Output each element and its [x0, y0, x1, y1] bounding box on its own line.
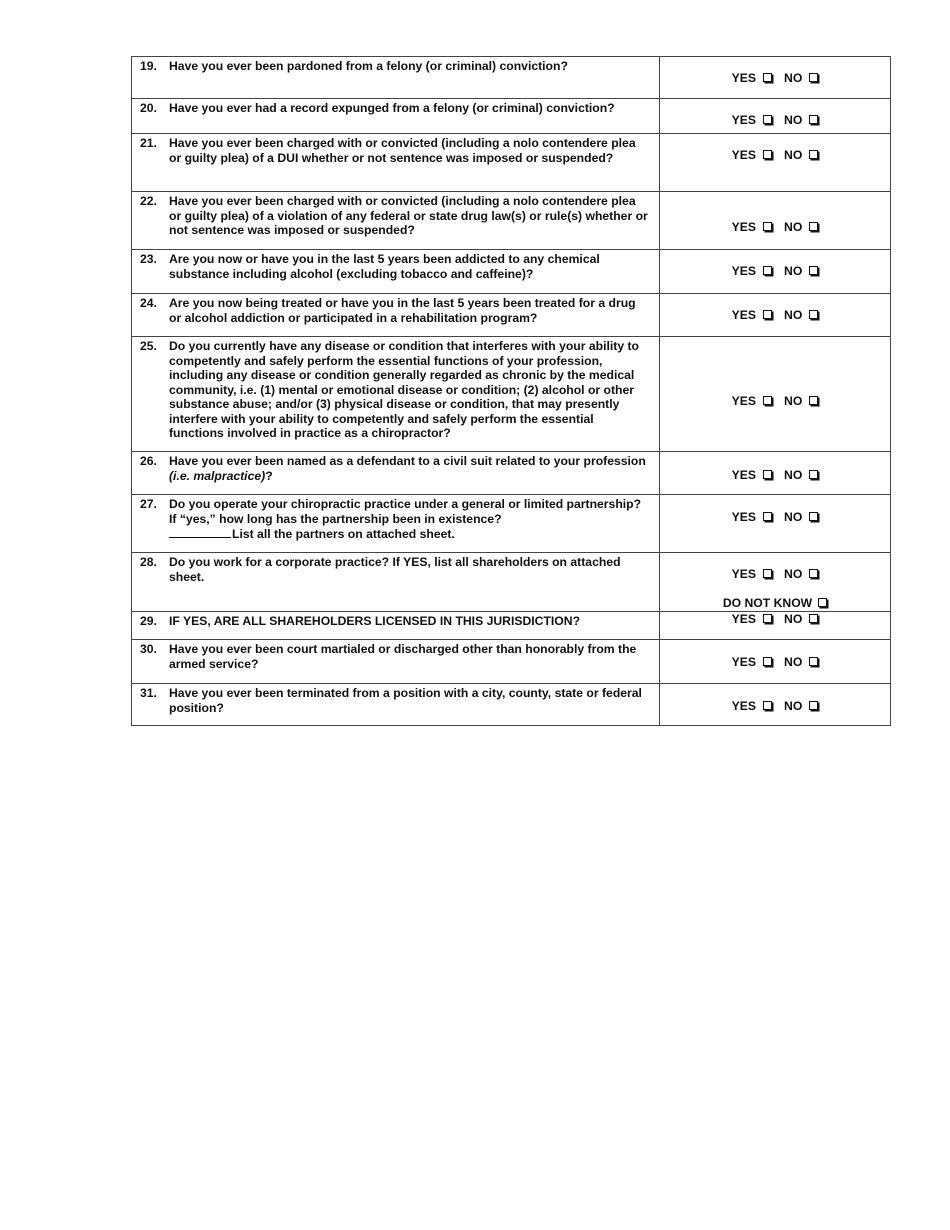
- question-row: [132, 294, 891, 337]
- question-text: Have you ever been charged with or convicted (including a nolo contendere plea or guilty plea) of a DUI whether or not sentence was imposed or suspended?: [169, 136, 636, 165]
- no-checkbox[interactable]: [809, 614, 818, 623]
- question-text: Have you ever been charged with or convicted (including a nolo contendere plea or guilty plea) of a violation of any federal or state drug law(s) or rule(s) whether or not sentence was imposed or suspended?: [169, 194, 648, 237]
- question-number: 26.: [140, 454, 157, 468]
- no-checkbox[interactable]: [809, 222, 818, 231]
- question-text: Do you currently have any disease or condition that interferes with your ability to competently and safely perform the essential functions of your profession, including any disease or condition generally regarded as chronic by the medical community, i.e. (1) mental or emotional disease or condition; (2) alcohol or other substance abuse; and/or (3) physical disease or condition, that may presently interfere with your ability to competently and safely perform the essential functions involved in practice as a chiropractor?: [169, 339, 639, 440]
- question-row: [132, 57, 891, 99]
- yes-checkbox[interactable]: [763, 115, 772, 124]
- question-row: [132, 99, 891, 134]
- yes-label: YES: [731, 113, 757, 127]
- no-checkbox[interactable]: [809, 701, 818, 710]
- answer-cell: [660, 134, 891, 192]
- no-label: NO: [784, 567, 803, 581]
- no-checkbox[interactable]: [809, 512, 818, 521]
- answer-cell: [660, 57, 891, 99]
- yes-label: YES: [731, 655, 757, 669]
- question-text: Have you ever been pardoned from a felony (or criminal) conviction?: [169, 59, 568, 73]
- no-checkbox[interactable]: [809, 657, 818, 666]
- no-label: NO: [784, 148, 803, 162]
- question-text-continued: List all the partners on attached sheet.: [232, 527, 455, 541]
- yes-label: YES: [731, 264, 757, 278]
- question-row: [132, 684, 891, 726]
- question-number: 23.: [140, 252, 157, 266]
- question-number: 22.: [140, 194, 157, 208]
- no-checkbox[interactable]: [809, 569, 818, 578]
- question-number: 19.: [140, 59, 157, 73]
- yes-checkbox[interactable]: [763, 266, 772, 275]
- no-checkbox[interactable]: [809, 266, 818, 275]
- do-not-know-label: DO NOT KNOW: [722, 596, 813, 610]
- question-row: [132, 134, 891, 192]
- yes-label: YES: [731, 567, 757, 581]
- answer-cell: [660, 495, 891, 553]
- no-label: NO: [784, 71, 803, 85]
- question-row: [132, 612, 891, 640]
- yes-label: YES: [731, 510, 757, 524]
- answer-cell: [660, 294, 891, 337]
- question-row: [132, 250, 891, 294]
- answer-cell: [660, 99, 891, 134]
- answer-cell: [660, 612, 891, 640]
- question-row: [132, 553, 891, 612]
- no-label: NO: [784, 220, 803, 234]
- yes-label: YES: [731, 394, 757, 408]
- yes-checkbox[interactable]: [763, 701, 772, 710]
- no-label: NO: [784, 308, 803, 322]
- question-text: Have you ever been court martialed or discharged other than honorably from the armed service?: [169, 642, 637, 671]
- answer-cell: [660, 684, 891, 726]
- yes-checkbox[interactable]: [763, 150, 772, 159]
- no-checkbox[interactable]: [809, 73, 818, 82]
- question-number: 21.: [140, 136, 157, 150]
- question-row: [132, 640, 891, 684]
- question-text: Do you operate your chiropractic practice under a general or limited partnership? If “yes,” how long has the partnership been in existence?: [169, 497, 642, 526]
- yes-label: YES: [731, 220, 757, 234]
- question-text: Have you ever had a record expunged from a felony (or criminal) conviction?: [169, 101, 615, 115]
- yes-checkbox[interactable]: [763, 512, 772, 521]
- no-checkbox[interactable]: [809, 396, 818, 405]
- no-label: NO: [784, 468, 803, 482]
- yes-label: YES: [731, 699, 757, 713]
- no-label: NO: [784, 612, 803, 626]
- no-checkbox[interactable]: [809, 115, 818, 124]
- yes-checkbox[interactable]: [763, 657, 772, 666]
- questionnaire-table: [131, 56, 891, 726]
- partnership-years-blank[interactable]: [169, 526, 231, 538]
- question-number: 30.: [140, 642, 157, 656]
- question-text: Are you now or have you in the last 5 years been addicted to any chemical substance including alcohol (excluding tobacco and caffeine)?: [169, 252, 600, 281]
- question-text: IF YES, ARE ALL SHAREHOLDERS LICENSED IN THIS JURISDICTION?: [169, 614, 581, 628]
- yes-label: YES: [731, 468, 757, 482]
- answer-cell: [660, 553, 891, 612]
- no-label: NO: [784, 394, 803, 408]
- question-text: Do you work for a corporate practice? If YES, list all shareholders on attached sheet.: [169, 555, 621, 584]
- yes-checkbox[interactable]: [763, 73, 772, 82]
- question-number: 27.: [140, 497, 157, 511]
- yes-label: YES: [731, 148, 757, 162]
- question-number: 28.: [140, 555, 157, 569]
- yes-checkbox[interactable]: [763, 470, 772, 479]
- no-label: NO: [784, 510, 803, 524]
- no-label: NO: [784, 699, 803, 713]
- question-row: [132, 192, 891, 250]
- question-number: 31.: [140, 686, 157, 700]
- answer-cell: [660, 250, 891, 294]
- answer-cell: [660, 337, 891, 452]
- question-number: 20.: [140, 101, 157, 115]
- answer-cell: [660, 452, 891, 495]
- yes-checkbox[interactable]: [763, 396, 772, 405]
- no-checkbox[interactable]: [809, 150, 818, 159]
- yes-label: YES: [731, 612, 757, 626]
- question-number: 24.: [140, 296, 157, 310]
- yes-label: YES: [731, 308, 757, 322]
- yes-checkbox[interactable]: [763, 614, 772, 623]
- question-text: Are you now being treated or have you in the last 5 years been treated for a drug or alcohol addiction or participated in a rehabilitation program?: [169, 296, 636, 325]
- yes-checkbox[interactable]: [763, 222, 772, 231]
- question-row: [132, 337, 891, 452]
- question-row: [132, 495, 891, 553]
- no-label: NO: [784, 264, 803, 278]
- yes-checkbox[interactable]: [763, 310, 772, 319]
- answer-cell: [660, 192, 891, 250]
- question-text: Have you ever been terminated from a position with a city, county, state or federal position?: [169, 686, 642, 715]
- malpractice-note: (i.e. malpractice): [169, 468, 266, 483]
- no-label: NO: [784, 655, 803, 669]
- question-row: [132, 452, 891, 495]
- yes-label: YES: [731, 71, 757, 85]
- no-checkbox[interactable]: [809, 470, 818, 479]
- answer-cell: [660, 640, 891, 684]
- yes-checkbox[interactable]: [763, 569, 772, 578]
- no-label: NO: [784, 113, 803, 127]
- no-checkbox[interactable]: [809, 310, 818, 319]
- question-number: 29.: [140, 614, 157, 628]
- question-text: Have you ever been named as a defendant to a civil suit related to your profession (i.e. malpractice)?: [169, 454, 646, 483]
- question-number: 25.: [140, 339, 157, 353]
- do-not-know-checkbox[interactable]: [818, 598, 827, 607]
